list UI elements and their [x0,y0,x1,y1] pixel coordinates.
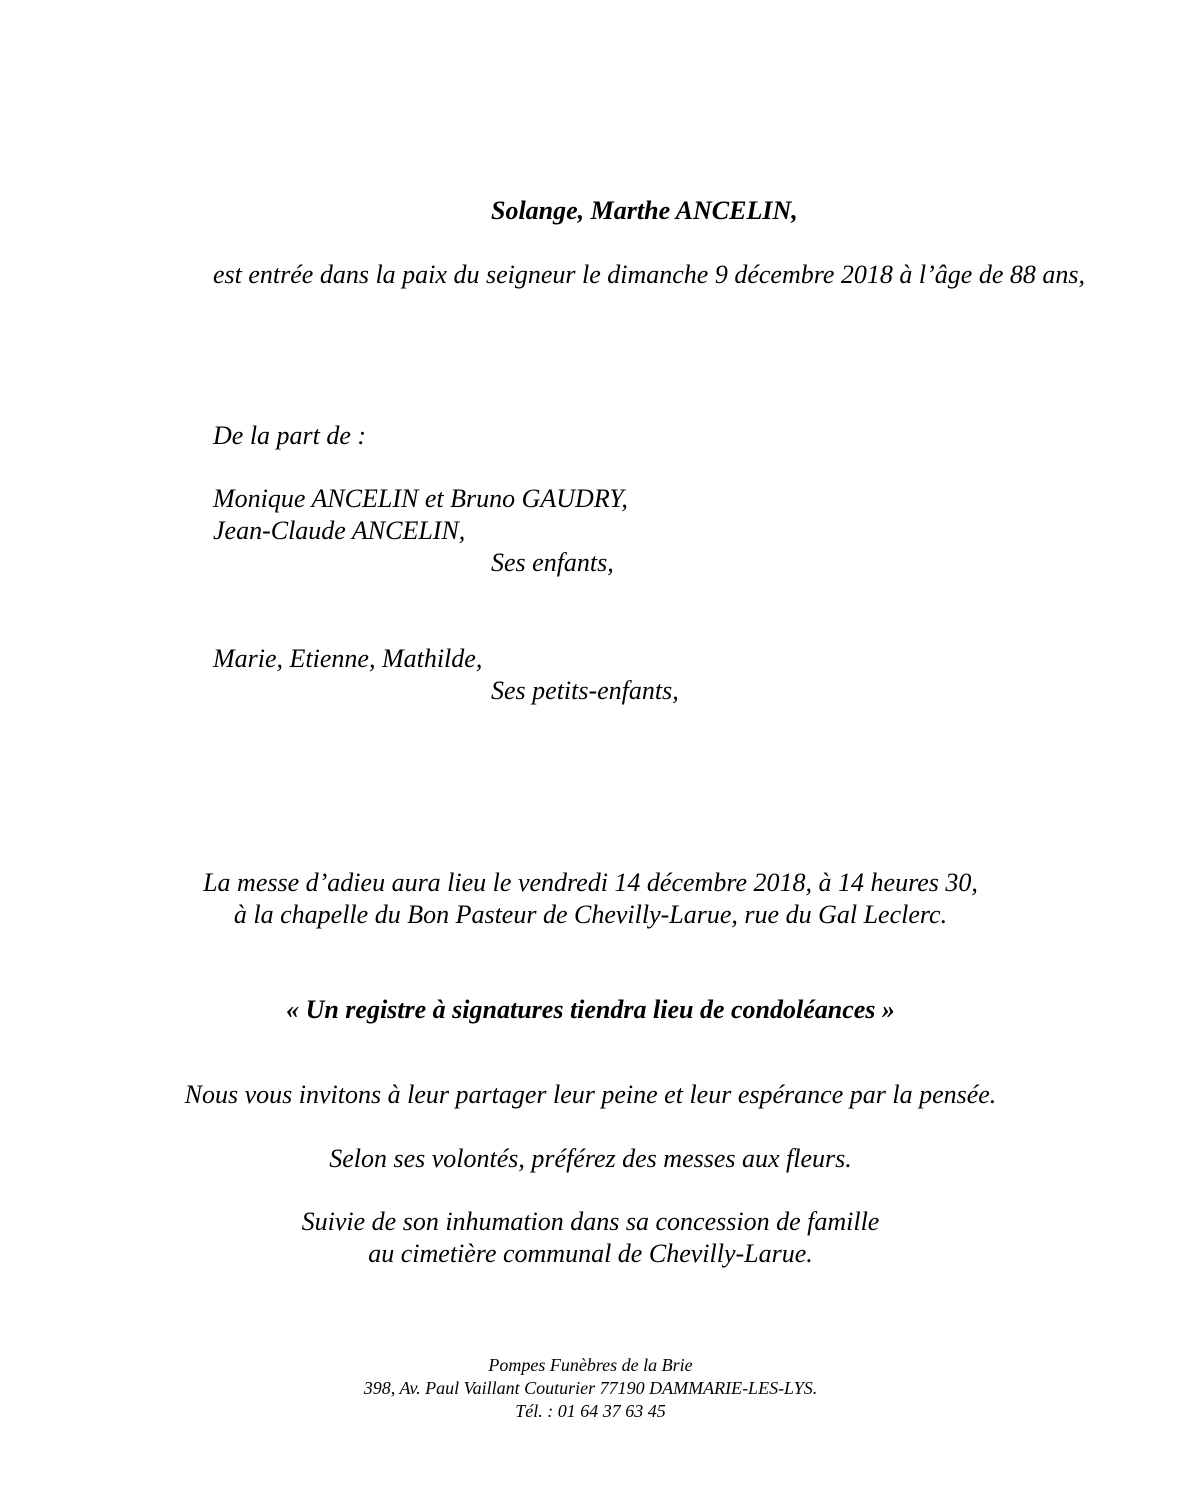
grandchildren-names: Marie, Etienne, Mathilde, [213,644,483,673]
child-name-2: Jean-Claude ANCELIN, [213,516,466,545]
grandchildren-label: Ses petits-enfants, [491,676,679,705]
burial-line-2: au cimetière communal de Chevilly-Larue. [368,1239,813,1268]
register-notice: « Un registre à signatures tiendra lieu de condoléances » [286,995,895,1024]
deceased-name: Solange, Marthe ANCELIN, [491,196,798,225]
invitation-text: Nous vous invitons à leur partager leur peine et leur espérance par la pensée. [184,1080,997,1109]
wishes-text: Selon ses volontés, préférez des messes aux fleurs. [329,1144,852,1173]
family-intro: De la part de : [213,421,367,450]
footer-phone: Tél. : 01 64 37 63 45 [515,1401,666,1421]
child-name-1: Monique ANCELIN et Bruno GAUDRY, [213,484,628,513]
footer-company: Pompes Funèbres de la Brie [488,1355,693,1375]
death-announcement: est entrée dans la paix du seigneur le dimanche 9 décembre 2018 à l’âge de 88 ans, [213,260,1086,289]
children-label: Ses enfants, [491,548,614,577]
ceremony-location: à la chapelle du Bon Pasteur de Chevilly-Larue, rue du Gal Leclerc. [233,900,948,929]
ceremony-date: La messe d’adieu aura lieu le vendredi 14 décembre 2018, à 14 heures 30, [203,868,978,897]
burial-line-1: Suivie de son inhumation dans sa concession de famille [301,1207,880,1236]
footer-address: 398, Av. Paul Vaillant Couturier 77190 DAMMARIE-LES-LYS. [363,1378,818,1398]
